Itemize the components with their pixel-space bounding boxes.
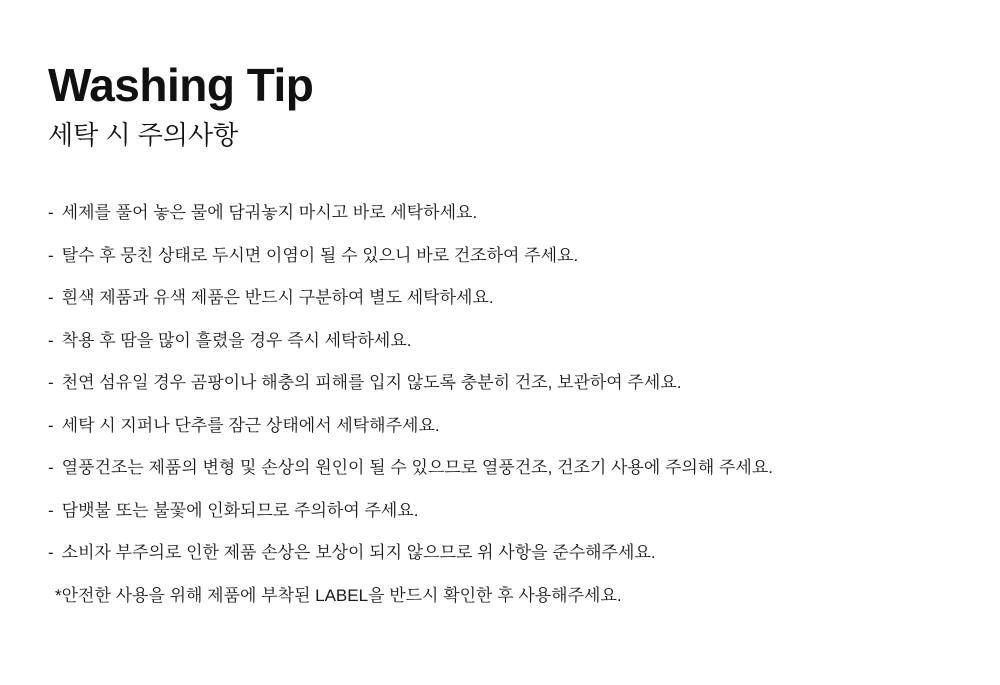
list-item — [48, 288, 960, 308]
list-item — [48, 501, 960, 521]
tip-bullet: - — [48, 500, 54, 520]
tip-text: 탈수 후 뭉친 상태로 두시면 이염이 될 수 있으니 바로 건조하여 주세요. — [61, 245, 579, 265]
tip-text: 소비자 부주의로 인한 제품 손상은 보상이 되지 않으므로 위 사항을 준수해주세요. — [61, 543, 656, 563]
label-footnote: *안전한 사용을 위해 제품에 부착된 LABEL을 반드시 확인한 후 사용해주세요. — [55, 585, 622, 605]
tip-text: 천연 섬유일 경우 곰팡이나 해충의 피해를 입지 않도록 충분히 건조, 보관하여 주세요. — [61, 373, 682, 393]
tip-bullet: - — [48, 245, 54, 265]
page-title: Washing Tip — [48, 59, 314, 111]
tip-text: 흰색 제품과 유색 제품은 반드시 구분하여 별도 세탁하세요. — [61, 288, 494, 308]
tip-bullet: - — [48, 458, 54, 478]
tip-text: 열풍건조는 제품의 변형 및 손상의 원인이 될 수 있으므로 열풍건조, 건조기 사용에 주의해 주세요. — [61, 458, 773, 478]
tip-bullet: - — [48, 288, 54, 308]
page-subtitle: 세탁 시 주의사항 — [48, 119, 239, 150]
tip-bullet: - — [48, 415, 54, 435]
tip-text: 담뱃불 또는 불꽃에 인화되므로 주의하여 주세요. — [61, 500, 419, 520]
tip-bullet: - — [48, 203, 54, 223]
list-item — [48, 203, 960, 223]
list-item — [48, 543, 960, 563]
tip-bullet: - — [48, 330, 54, 350]
tip-text: 착용 후 땀을 많이 흘렸을 경우 즉시 세탁하세요. — [61, 330, 412, 350]
list-item — [48, 416, 960, 436]
tip-bullet: - — [48, 543, 54, 563]
tip-text: 세제를 풀어 놓은 물에 담궈놓지 마시고 바로 세탁하세요. — [61, 203, 478, 223]
washing-tips-list — [48, 203, 960, 563]
tip-bullet: - — [48, 373, 54, 393]
list-item — [48, 246, 960, 266]
list-item — [48, 373, 960, 393]
list-item — [48, 331, 960, 351]
list-item — [48, 458, 960, 478]
tip-text: 세탁 시 지퍼나 단추를 잠근 상태에서 세탁해주세요. — [61, 415, 440, 435]
